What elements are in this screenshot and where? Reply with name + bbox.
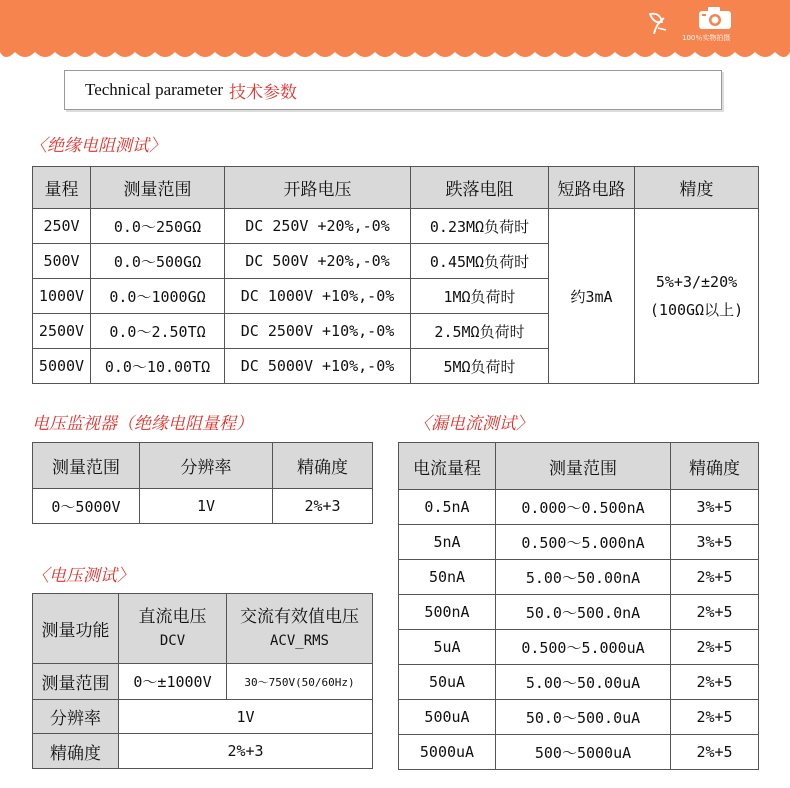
cell-range: 1000V — [33, 279, 91, 314]
cell-range: 500V — [33, 244, 91, 279]
table-row — [399, 595, 759, 630]
col-header-measure-range: 测量范围 — [496, 443, 671, 490]
cell-accuracy: 2%+5 — [671, 560, 759, 595]
leakage-section-title: 〈漏电流测试〉 — [414, 414, 533, 434]
table-row — [33, 734, 373, 769]
cell-accuracy: 2%+5 — [671, 665, 759, 700]
top-banner — [0, 0, 790, 62]
table-row — [399, 525, 759, 560]
cell-measure-range: 0.000～0.500nA — [496, 490, 671, 525]
voltage-test-table — [32, 593, 373, 769]
cell-open-voltage: DC 1000V +10%,-0% — [225, 279, 411, 314]
cell-measure-range: 0.0～500GΩ — [91, 244, 225, 279]
cell-accuracy: 2%+5 — [671, 595, 759, 630]
cell-accuracy: 2%+3 — [119, 734, 373, 769]
table-row — [399, 560, 759, 595]
dc-voltage-label: 直流电压 — [138, 606, 207, 627]
cell-measure-range: 5.00～50.00uA — [496, 665, 671, 700]
leaf-icon — [646, 10, 668, 40]
col-header-accuracy: 精确度 — [273, 443, 373, 489]
cell-open-voltage: DC 2500V +10%,-0% — [225, 314, 411, 349]
row-label-resolution: 分辨率 — [33, 700, 119, 734]
cell-measure-range: 50.0～500.0nA — [496, 595, 671, 630]
cell-measure-range: 0.0～250GΩ — [91, 209, 225, 244]
table-row — [399, 630, 759, 665]
voltage-monitor-section-title: 电压监视器（绝缘电阻量程） — [32, 414, 253, 434]
cell-drop-resistance: 5MΩ负荷时 — [411, 349, 549, 384]
accuracy-line-2: (100GΩ以上) — [649, 300, 744, 319]
cell-current-range: 0.5nA — [399, 490, 496, 525]
col-header-accuracy: 精确度 — [671, 443, 759, 490]
cell-open-voltage: DC 5000V +10%,-0% — [225, 349, 411, 384]
col-header-short-circuit: 短路电路 — [549, 167, 635, 209]
cell-measure-range: 0～5000V — [33, 489, 140, 524]
cell-accuracy: 2%+5 — [671, 700, 759, 735]
cell-measure-range: 50.0～500.0uA — [496, 700, 671, 735]
short-circuit-value: 约3mA — [570, 287, 613, 306]
cell-current-range: 5nA — [399, 525, 496, 560]
cell-measure-range: 5.00～50.00nA — [496, 560, 671, 595]
leakage-table — [398, 442, 759, 770]
cell-current-range: 50nA — [399, 560, 496, 595]
table-row — [33, 664, 373, 700]
badge-text: 100％实物拍摄 — [682, 34, 731, 42]
insulation-header-row — [33, 167, 759, 209]
col-header-dc-voltage — [119, 594, 227, 664]
insulation-section-title: 〈绝缘电阻测试〉 — [30, 136, 166, 156]
cell-measure-range: 0.0～1000GΩ — [91, 279, 225, 314]
cell-drop-resistance: 2.5MΩ负荷时 — [411, 314, 549, 349]
cell-resolution: 1V — [140, 489, 273, 524]
acv-rms-label: ACV_RMS — [269, 632, 329, 649]
cell-dc-range: 0～±1000V — [119, 664, 227, 700]
cell-drop-resistance: 1MΩ负荷时 — [411, 279, 549, 314]
insulation-table — [32, 166, 759, 384]
voltage-test-header-row — [33, 594, 373, 664]
header-title-en: Technical parameter — [85, 80, 224, 99]
cell-measure-range: 500～5000uA — [496, 735, 671, 770]
cell-current-range: 5uA — [399, 630, 496, 665]
cell-measure-range: 0.500～5.000nA — [496, 525, 671, 560]
cell-measure-range: 0.0～2.50TΩ — [91, 314, 225, 349]
cell-drop-resistance: 0.45MΩ负荷时 — [411, 244, 549, 279]
header-title-zh: 技术参数 — [229, 82, 298, 103]
cell-resolution: 1V — [119, 700, 373, 734]
table-row — [399, 665, 759, 700]
col-header-ac-voltage — [227, 594, 373, 664]
cell-accuracy: 3%+5 — [671, 525, 759, 560]
technical-parameter-header — [64, 70, 722, 110]
cell-accuracy: 2%+5 — [671, 735, 759, 770]
cell-current-range: 50uA — [399, 665, 496, 700]
col-header-accuracy: 精度 — [635, 167, 759, 209]
accuracy-line-1: 5%+3/±20% — [655, 272, 738, 291]
leakage-header-row — [399, 443, 759, 490]
cell-accuracy — [635, 209, 759, 384]
col-header-measure-range: 测量范围 — [33, 443, 140, 489]
col-header-drop-resistance: 跌落电阻 — [411, 167, 549, 209]
table-row — [33, 489, 373, 524]
cell-range: 2500V — [33, 314, 91, 349]
camera-icon — [698, 6, 732, 34]
voltage-test-section-title: 〈电压测试〉 — [32, 566, 134, 586]
cell-measure-range: 0.0～10.00TΩ — [91, 349, 225, 384]
table-row — [399, 735, 759, 770]
col-header-function: 测量功能 — [33, 594, 119, 664]
cell-drop-resistance: 0.23MΩ负荷时 — [411, 209, 549, 244]
col-header-resolution: 分辨率 — [140, 443, 273, 489]
cell-open-voltage: DC 500V +20%,-0% — [225, 244, 411, 279]
cell-range: 5000V — [33, 349, 91, 384]
cell-current-range: 500uA — [399, 700, 496, 735]
col-header-open-voltage: 开路电压 — [225, 167, 411, 209]
voltage-monitor-header-row — [33, 443, 373, 489]
col-header-range: 量程 — [33, 167, 91, 209]
cell-accuracy: 2%+5 — [671, 630, 759, 665]
cell-current-range: 5000uA — [399, 735, 496, 770]
dcv-label: DCV — [159, 632, 186, 649]
col-header-measure-range: 测量范围 — [91, 167, 225, 209]
col-header-current-range: 电流量程 — [399, 443, 496, 490]
voltage-monitor-table — [32, 442, 373, 524]
table-row — [33, 209, 759, 244]
cell-ac-range: 30～750V(50/60Hz) — [227, 664, 373, 700]
row-label-range: 测量范围 — [33, 664, 119, 700]
cell-current-range: 500nA — [399, 595, 496, 630]
cell-short-circuit — [549, 209, 635, 384]
cell-accuracy: 3%+5 — [671, 490, 759, 525]
ac-voltage-label: 交流有效值电压 — [240, 606, 359, 627]
cell-measure-range: 0.500～5.000uA — [496, 630, 671, 665]
cell-range: 250V — [33, 209, 91, 244]
table-row — [399, 490, 759, 525]
cell-open-voltage: DC 250V +20%,-0% — [225, 209, 411, 244]
table-row — [33, 700, 373, 734]
row-label-accuracy: 精确度 — [33, 734, 119, 769]
table-row — [399, 700, 759, 735]
cell-accuracy: 2%+3 — [273, 489, 373, 524]
